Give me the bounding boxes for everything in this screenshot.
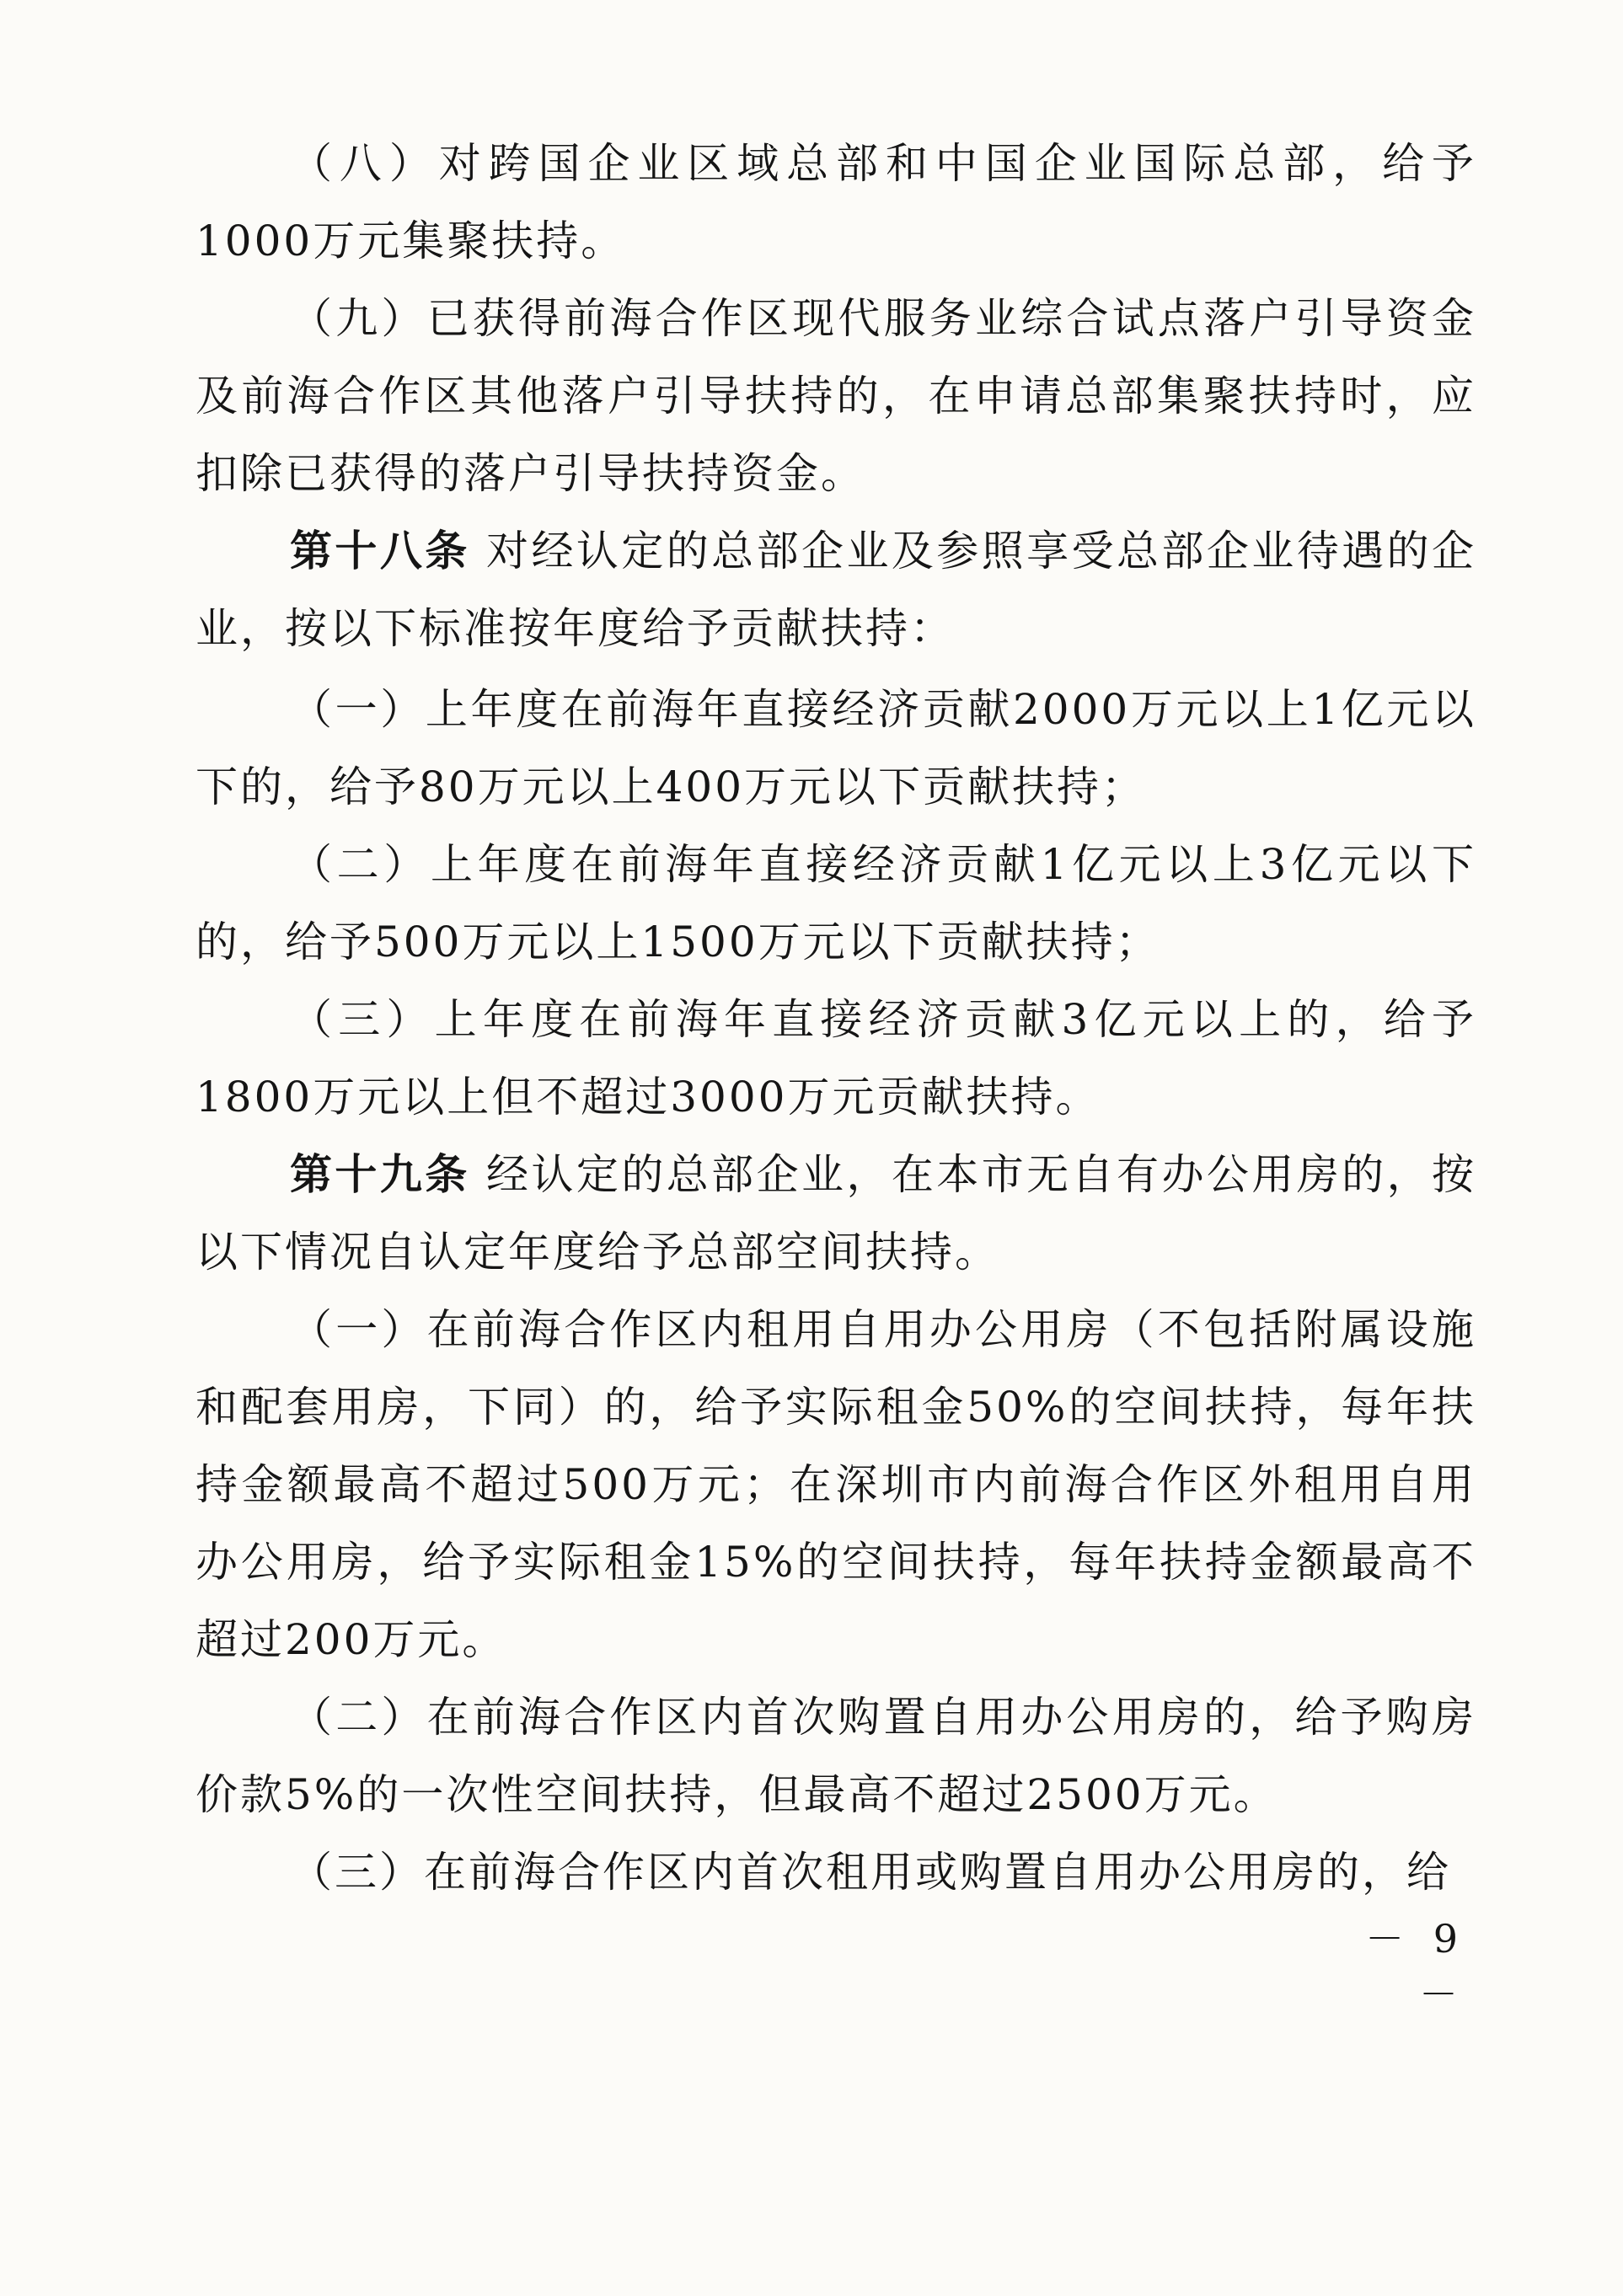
paragraph-8: （八）对跨国企业区域总部和中国企业国际总部，给予1000万元集聚扶持。 — [196, 139, 1476, 265]
article-19 — [196, 1136, 1476, 1291]
paragraph-9: （九）已获得前海合作区现代服务业综合试点落户引导资金及前海合作区其他落户引导扶持的，在申请总部集聚扶持时，应扣除已获得的落户引导扶持资金。 — [196, 294, 1476, 498]
article-19-item-1: （一）在前海合作区内租用自用办公用房（不包括附属设施和配套用房，下同）的，给予实际租金50%的空间扶持，每年扶持金额最高不超过500万元；在深圳市内前海合作区外租用自用办公用房，给予实际租金15%的空间扶持，每年扶持金额最高不超过200万元。 — [196, 1305, 1476, 1664]
page-number: － 9 － — [1365, 1916, 1466, 2017]
article-18-item-3: （三）上年度在前海年直接经济贡献3亿元以上的，给予1800万元以上但不超过3000万元贡献扶持。 — [196, 995, 1476, 1121]
article-19-item-2: （二）在前海合作区内首次购置自用办公用房的，给予购房价款5%的一次性空间扶持，但最高不超过2500万元。 — [196, 1693, 1476, 1819]
article-18-heading: 第十八条 — [290, 526, 470, 575]
article-19-item-3: （三）在前海合作区内首次租用或购置自用办公用房的，给 — [290, 1848, 1451, 1897]
article-18-text: 对经认定的总部企业及参照享受总部企业待遇的企业，按以下标准按年度给予贡献扶持： — [196, 527, 1476, 653]
article-18-item-2: （二）上年度在前海年直接经济贡献1亿元以上3亿元以下的，给予500万元以上1500万元以下贡献扶持； — [196, 840, 1476, 966]
article-19-heading: 第十九条 — [290, 1149, 470, 1199]
article-18 — [196, 512, 1476, 667]
article-18-item-1: （一）上年度在前海年直接经济贡献2000万元以上1亿元以下的，给予80万元以上400万元以下贡献扶持； — [196, 685, 1476, 811]
article-19-text: 经认定的总部企业，在本市无自有办公用房的，按以下情况自认定年度给予总部空间扶持。 — [196, 1150, 1476, 1276]
